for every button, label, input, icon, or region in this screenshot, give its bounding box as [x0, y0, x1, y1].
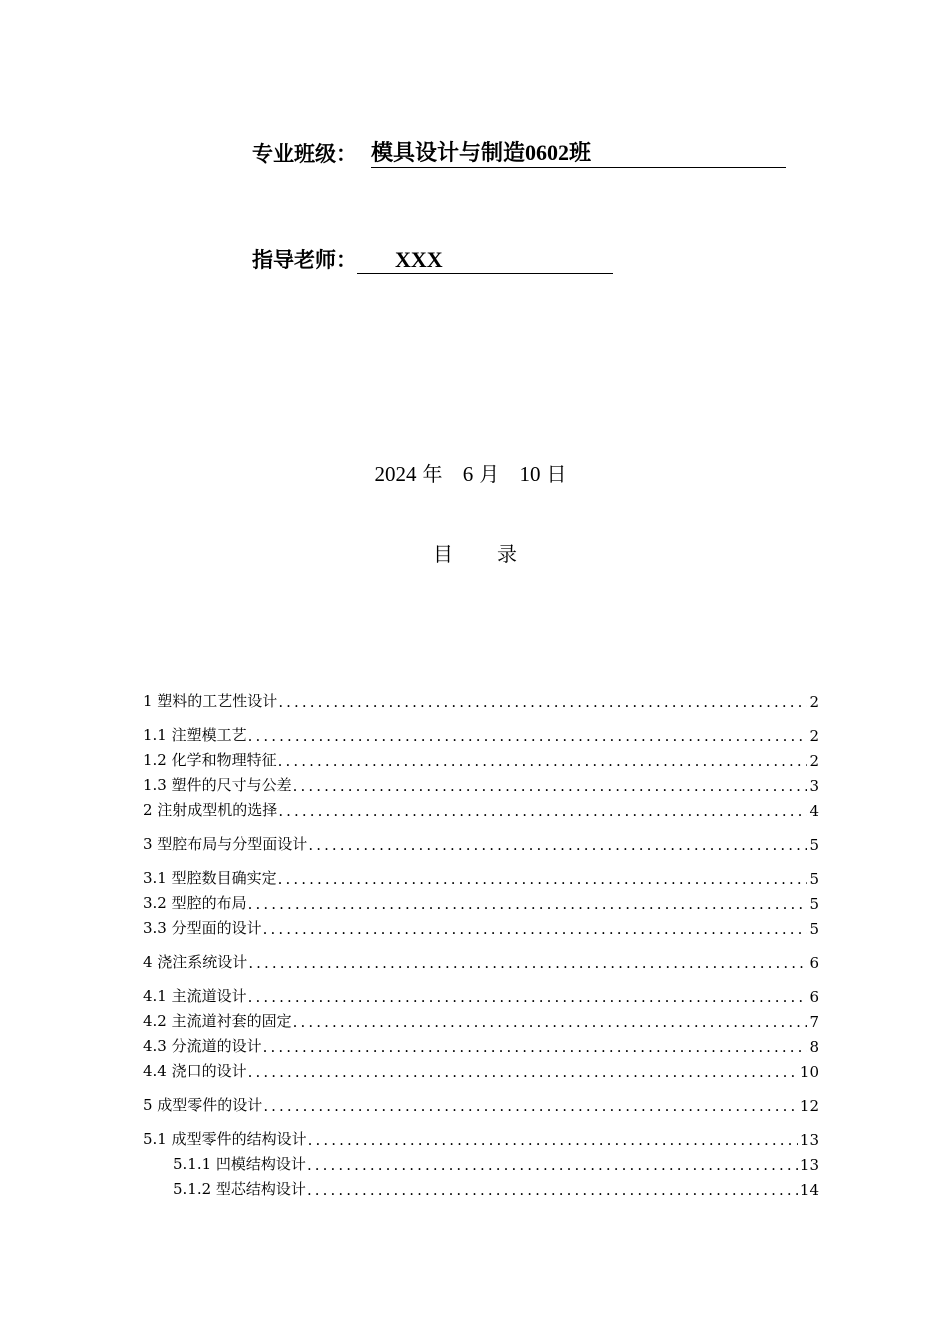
toc-entry-page: 4: [809, 802, 819, 820]
teacher-label: 指导老师：: [252, 248, 357, 272]
toc-leader: [263, 1038, 808, 1056]
toc-entry-text: 3.3 分型面的设计: [143, 919, 262, 937]
toc-entry-page: 6: [809, 988, 819, 1006]
toc-leader: [308, 1131, 798, 1149]
cover-date: [0, 458, 950, 487]
toc-entry-page: 13: [799, 1131, 819, 1149]
toc-entry-page: 2: [809, 727, 819, 745]
toc-entry[interactable]: [143, 1174, 819, 1199]
toc-entry-text: 5.1.2 型芯结构设计: [173, 1180, 306, 1198]
class-field: [252, 136, 786, 168]
toc-entry-page: 6: [809, 954, 819, 972]
table-of-contents: [143, 686, 819, 1199]
toc-entry-page: 14: [799, 1181, 819, 1199]
toc-entry[interactable]: [143, 720, 819, 745]
toc-entry-page: 2: [809, 693, 819, 711]
toc-title: 目录: [433, 542, 561, 566]
toc-entry-page: 7: [809, 1013, 819, 1031]
toc-entry[interactable]: [143, 1006, 819, 1031]
toc-entry[interactable]: [143, 981, 819, 1006]
toc-entry-text: 1.2 化学和物理特征: [143, 751, 277, 769]
toc-entry-text: 5.1.1 凹模结构设计: [173, 1155, 306, 1173]
toc-leader: [278, 752, 808, 770]
toc-entry-page: 12: [799, 1097, 819, 1115]
toc-entry[interactable]: [143, 888, 819, 913]
toc-entry-page: 2: [809, 752, 819, 770]
toc-entry-text: 4.4 浇口的设计: [143, 1062, 247, 1080]
toc-entry[interactable]: [143, 795, 819, 820]
toc-entry[interactable]: [143, 829, 819, 854]
toc-entry[interactable]: [143, 686, 819, 711]
toc-entry[interactable]: [143, 1124, 819, 1149]
date-day-unit: 日: [546, 462, 567, 486]
toc-entry[interactable]: [143, 863, 819, 888]
toc-entry-text: 3.1 型腔数目确实定: [143, 869, 277, 887]
toc-entry-text: 5.1 成型零件的结构设计: [143, 1130, 307, 1148]
toc-entry-text: 5 成型零件的设计: [143, 1096, 263, 1114]
toc-leader: [278, 693, 807, 711]
toc-entry-text: 3.2 型腔的布局: [143, 894, 247, 912]
toc-entry-text: 1.1 注塑模工艺: [143, 726, 247, 744]
toc-entry-text: 4.3 分流道的设计: [143, 1037, 262, 1055]
toc-entry-page: 5: [809, 836, 819, 854]
toc-entry-text: 3 型腔布局与分型面设计: [143, 835, 308, 853]
toc-entry-page: 5: [809, 920, 819, 938]
toc-entry[interactable]: [143, 947, 819, 972]
toc-entry-text: 4.2 主流道衬套的固定: [143, 1012, 292, 1030]
class-value: 模具设计与制造0602班: [371, 136, 786, 168]
teacher-value: XXX: [357, 247, 613, 274]
toc-leader: [248, 895, 808, 913]
toc-leader: [307, 1181, 798, 1199]
toc-entry-text: 1 塑料的工艺性设计: [143, 692, 278, 710]
toc-leader: [263, 1097, 798, 1115]
toc-entry-text: 1.3 塑件的尺寸与公差: [143, 776, 292, 794]
toc-leader: [307, 1156, 798, 1174]
toc-leader: [248, 727, 808, 745]
toc-entry-page: 5: [809, 895, 819, 913]
toc-entry-page: 8: [809, 1038, 819, 1056]
toc-entry[interactable]: [143, 913, 819, 938]
toc-leader: [248, 988, 808, 1006]
date-year-unit: 年: [422, 462, 443, 486]
toc-entry-page: 10: [799, 1063, 819, 1081]
toc-leader: [278, 870, 808, 888]
toc-entry-text: 4 浇注系统设计: [143, 953, 248, 971]
toc-entry-text: 2 注射成型机的选择: [143, 801, 278, 819]
toc-leader: [293, 1013, 808, 1031]
toc-entry[interactable]: [143, 1090, 819, 1115]
toc-entry[interactable]: [143, 1056, 819, 1081]
toc-entry[interactable]: [143, 770, 819, 795]
toc-leader: [308, 836, 807, 854]
toc-leader: [263, 920, 808, 938]
toc-leader: [248, 1063, 798, 1081]
toc-entry[interactable]: [143, 745, 819, 770]
date-month-unit: 月: [479, 462, 500, 486]
toc-leader: [248, 954, 807, 972]
toc-leader: [293, 777, 808, 795]
class-label: 专业班级：: [252, 142, 357, 166]
teacher-field: [252, 244, 613, 274]
toc-entry-text: 4.1 主流道设计: [143, 987, 247, 1005]
toc-entry-page: 5: [809, 870, 819, 888]
toc-entry-page: 13: [799, 1156, 819, 1174]
toc-entry[interactable]: [143, 1149, 819, 1174]
date-day: 10: [519, 462, 541, 486]
toc-entry-page: 3: [809, 777, 819, 795]
toc-entry[interactable]: [143, 1031, 819, 1056]
date-year: 2024: [374, 462, 417, 486]
date-month: 6: [462, 462, 474, 486]
toc-leader: [278, 802, 807, 820]
